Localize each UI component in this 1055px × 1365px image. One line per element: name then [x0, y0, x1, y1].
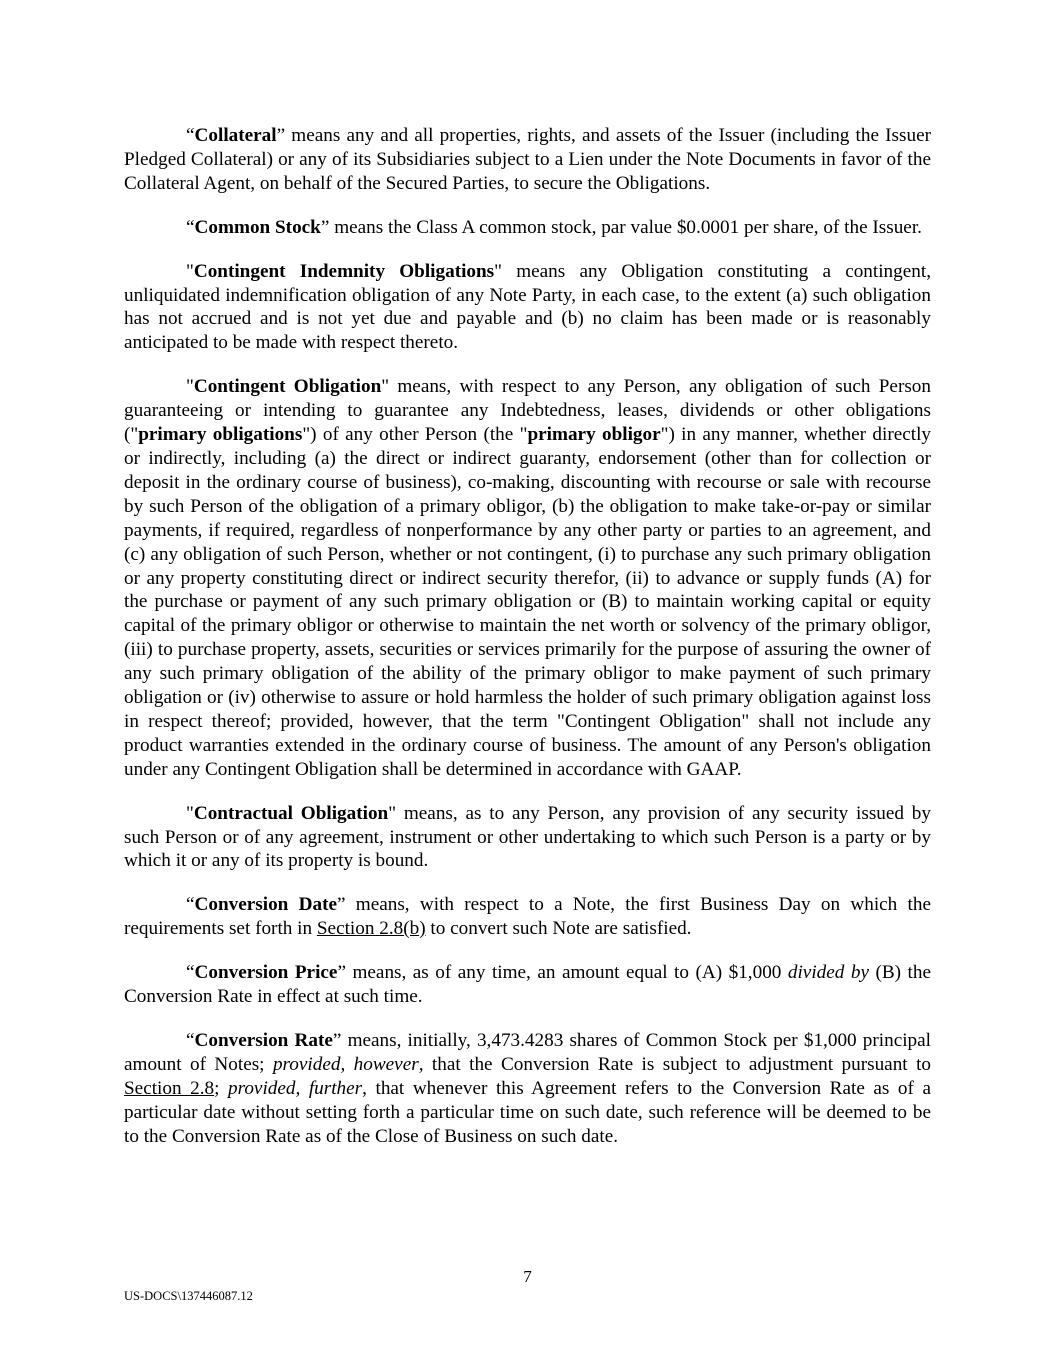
open-quote: “: [186, 216, 195, 238]
open-quote: “: [186, 1030, 195, 1051]
definition-text: , that the Conversion Rate is subject to adjustment pursuant to: [418, 1053, 931, 1075]
defined-term: Contractual Obligation: [193, 802, 389, 824]
definition-paragraph: [124, 961, 931, 1009]
definition-text: means any Obligation constituting a contingent, unliquidated indemnification obligation of any Note Party, in each case, to the extent (a) such obligation has not accrued and is not yet due and payable and (b) no claim has been made or is reasonably anticipated to be made with respect thereto.: [124, 260, 931, 354]
open-quote: ": [186, 260, 194, 282]
definition-paragraph: [124, 1029, 931, 1149]
bold-term: primary obligations: [138, 424, 303, 446]
definition-text: ") of any other Person (the ": [302, 424, 528, 446]
close-quote: ”: [276, 125, 286, 146]
open-quote: “: [186, 125, 195, 146]
definition-text: means, with respect to a Note, the first Business Day on which the requirements set forth in: [124, 894, 931, 940]
definition-paragraph: [124, 802, 931, 874]
definition-text: (B) the Conversion Rate in effect at such time.: [124, 962, 931, 1008]
definition-paragraph: [124, 216, 931, 240]
definition-paragraph: [124, 893, 931, 941]
section-reference-link[interactable]: Section 2.8(b): [316, 918, 426, 940]
open-quote: “: [186, 894, 195, 916]
page-number: 7: [523, 1267, 532, 1286]
close-quote: ": [381, 376, 390, 398]
definition-paragraph: [124, 124, 931, 196]
close-quote: ”: [336, 894, 346, 916]
definition-text: ;: [214, 1077, 228, 1099]
definition-text: means any and all properties, rights, and assets of the Issuer (including the Issuer Pledged Collateral) or any of its Subsidiaries subject to a Lien under the Note Documents in favor of the Collateral Agent, on behalf of the Secured Parties, to secure the Obligations.: [124, 125, 931, 194]
defined-term: Collateral: [194, 125, 277, 146]
defined-term: Contingent Obligation: [193, 376, 382, 398]
open-quote: “: [186, 962, 195, 984]
definition-text: to convert such Note are satisfied.: [425, 918, 692, 940]
defined-term: Conversion Rate: [194, 1030, 333, 1051]
italic-text: provided, however: [272, 1053, 419, 1075]
italic-text: divided by: [787, 962, 869, 984]
definition-paragraph: [124, 375, 931, 781]
italic-text: provided, further: [227, 1077, 363, 1099]
definition-text: means, as to any Person, any provision of any security issued by such Person or of any agreement, instrument or other undertaking to which such Person is a party or by which it or any of its property is bound.: [124, 802, 931, 872]
bold-term: primary obligor: [527, 424, 661, 446]
defined-term: Conversion Date: [194, 894, 337, 916]
defined-term: Contingent Indemnity Obligations: [193, 260, 495, 282]
defined-term: Common Stock: [194, 216, 321, 238]
document-body: [124, 124, 931, 1169]
open-quote: ": [186, 802, 194, 824]
defined-term: Conversion Price: [194, 962, 338, 984]
definition-text: , that whenever this Agreement refers to the Conversion Rate as of a particular date without setting forth a particular time on such date, such reference will be deemed to be to the Conversion Rate as of the Close of Business on such date.: [124, 1077, 931, 1147]
definition-text: means, with respect to any Person, any obligation of such Person guaranteeing or intending to guarantee any Indebtedness, leases, dividends or other obligations (": [124, 376, 931, 446]
definition-text: ") in any manner, whether directly or indirectly, including (a) the direct or indirect guaranty, endorsement (other than for collection or deposit in the ordinary course of business), co-making, discounting with recourse or sale with recourse by such Person of the obligation of a primary obligor, (b) the obligation to make take-or-pay or similar payments, if required, regardless of nonperformance by any other party or parties to an agreement, and (c) any obligation of such Person, whether or not contingent, (i) to purchase any such primary obligation or any property constituting direct or indirect security therefor, (ii) to advance or supply funds (A) for the purchase or payment of any such primary obligation or (B) to maintain working capital or equity capital of the primary obligor or otherwise to maintain the net worth or solvency of the primary obligor, (iii) to purchase property, assets, securities or services primarily for the purpose of assuring the owner of any such primary obligation of the ability of the primary obligor to make payment of such primary obligation or (iv) otherwise to assure or hold harmless the holder of such primary obligation against loss in respect thereof; provided, however, that the term "Contingent Obligation" shall not include any product warranties extended in the ordinary course of business. The amount of any Person's obligation under any Contingent Obligation shall be determined in accordance with GAAP.: [124, 424, 931, 780]
close-quote: ”: [337, 962, 346, 984]
close-quote: ": [388, 802, 397, 824]
close-quote: ”: [332, 1030, 342, 1051]
close-quote: ": [494, 260, 502, 282]
definition-text: means the Class A common stock, par value $0.0001 per share, of the Issuer.: [329, 216, 922, 238]
section-reference-link[interactable]: Section 2.8: [124, 1077, 215, 1099]
open-quote: ": [186, 376, 194, 398]
definition-paragraph: [124, 260, 931, 356]
document-id: US-DOCS\137446087.12: [124, 1289, 253, 1303]
close-quote: ”: [320, 216, 330, 238]
definition-text: means, as of any time, an amount equal to (A) $1,000: [345, 962, 788, 984]
definition-text: means, initially, 3,473.4283 shares of Common Stock per $1,000 principal amount of Notes;: [124, 1030, 931, 1075]
